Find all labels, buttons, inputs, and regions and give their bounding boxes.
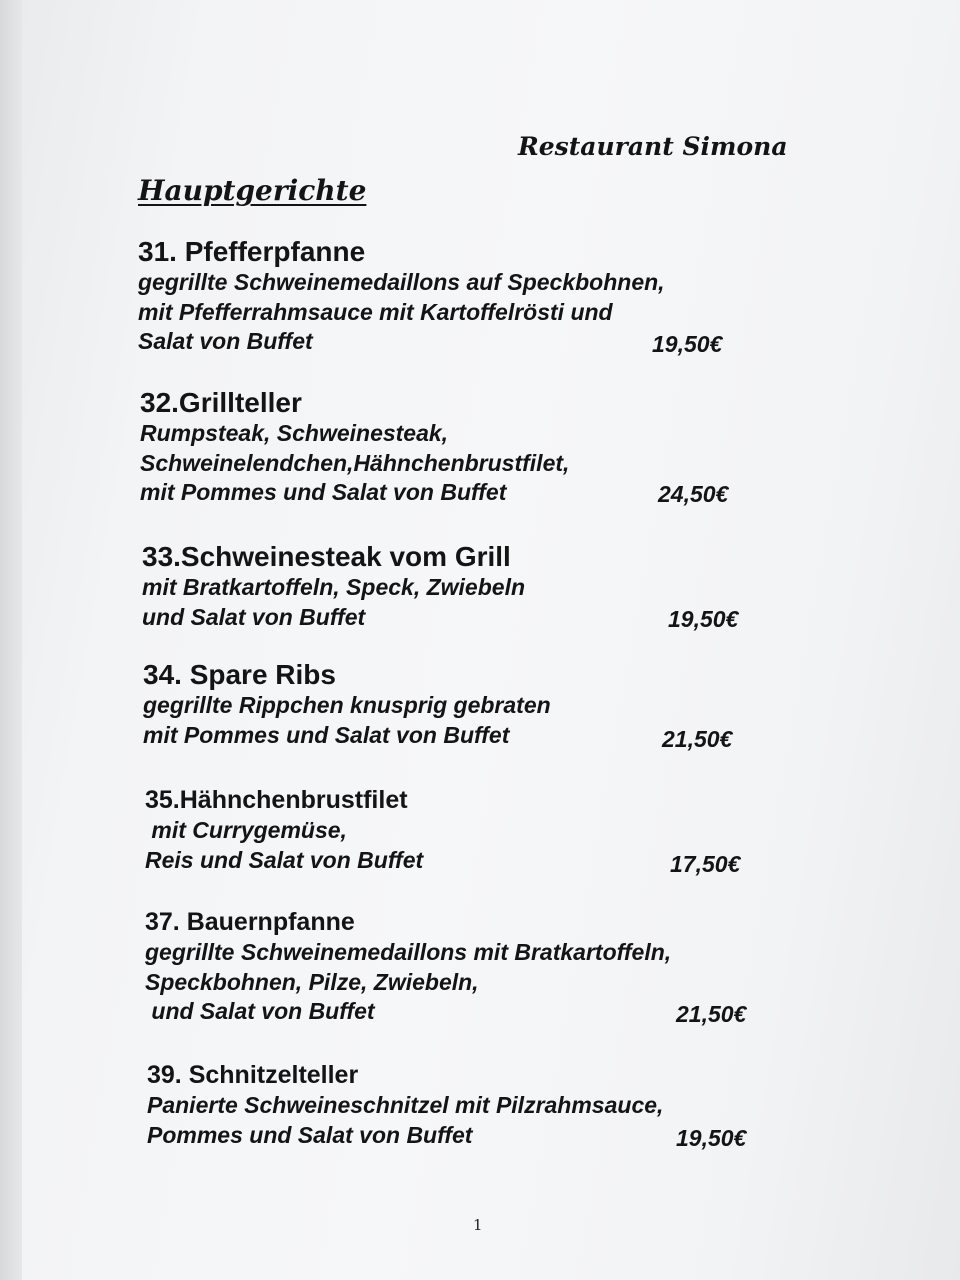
dish-price: 17,50€ [670,851,741,877]
dish-title: 37. Bauernpfanne [145,908,355,936]
dish-39 [147,1059,663,1150]
dish-description-line: und Salat von Buffet [142,603,366,630]
dish-title: 32.Grillteller [140,387,302,418]
restaurant-name: Restaurant Simona [518,132,788,161]
dish-description-line: gegrillte Schweinemedaillons mit Bratkartoffeln, [145,939,672,965]
dish-32 [140,387,569,508]
dish-description-line: mit Pommes und Salat von Buffet [143,721,510,748]
dish-price: 19,50€ [668,606,739,632]
dish-description-line: Rumpsteak, Schweinesteak, [140,420,449,446]
dish-description-line: gegrillte Schweinemedaillons auf Speckbohnen, [138,269,665,295]
dish-description-line: Reis und Salat von Buffet [145,846,424,873]
page-number: 1 [473,1216,483,1234]
dish-title: 34. Spare Ribs [143,659,336,690]
dish-description-line: mit Pommes und Salat von Buffet [140,479,507,505]
dish-description-line: Salat von Buffet [138,328,313,354]
dish-33 [142,541,525,632]
dish-description-line: Schweinelendchen,Hähnchenbrustfilet, [140,449,570,476]
dish-description-line: Pommes und Salat von Buffet [147,1121,473,1148]
dish-37 [145,906,671,1027]
dish-description-line: mit Pfefferrahmsauce mit Kartoffelrösti und [138,298,613,325]
dish-title: 35.Hähnchenbrustfilet [145,786,408,814]
section-title: Hauptgerichte [138,174,367,207]
dish-description-line: Speckbohnen, Pilze, Zwiebeln, [145,968,479,995]
dish-description-line: Panierte Schweineschnitzel mit Pilzrahmsauce, [147,1092,664,1118]
dish-description-line: mit Bratkartoffeln, Speck, Zwiebeln [142,574,526,600]
dish-31 [138,236,665,357]
dish-price: 24,50€ [658,481,729,507]
dish-price: 19,50€ [652,331,723,357]
dish-price: 21,50€ [676,1001,747,1027]
dish-description-line: und Salat von Buffet [145,998,375,1024]
paper-edge [0,0,22,1280]
dish-title: 33.Schweinesteak vom Grill [142,541,511,572]
dish-34 [143,659,551,750]
dish-title: 39. Schnitzelteller [147,1061,359,1089]
dish-description-line: gegrillte Rippchen knusprig gebraten [143,692,551,718]
dish-title: 31. Pfefferpfanne [138,236,366,267]
dish-description-line: mit Currygemüse, [145,817,347,843]
dish-35 [145,784,423,875]
dish-price: 19,50€ [676,1125,747,1151]
dish-price: 21,50€ [662,726,733,752]
